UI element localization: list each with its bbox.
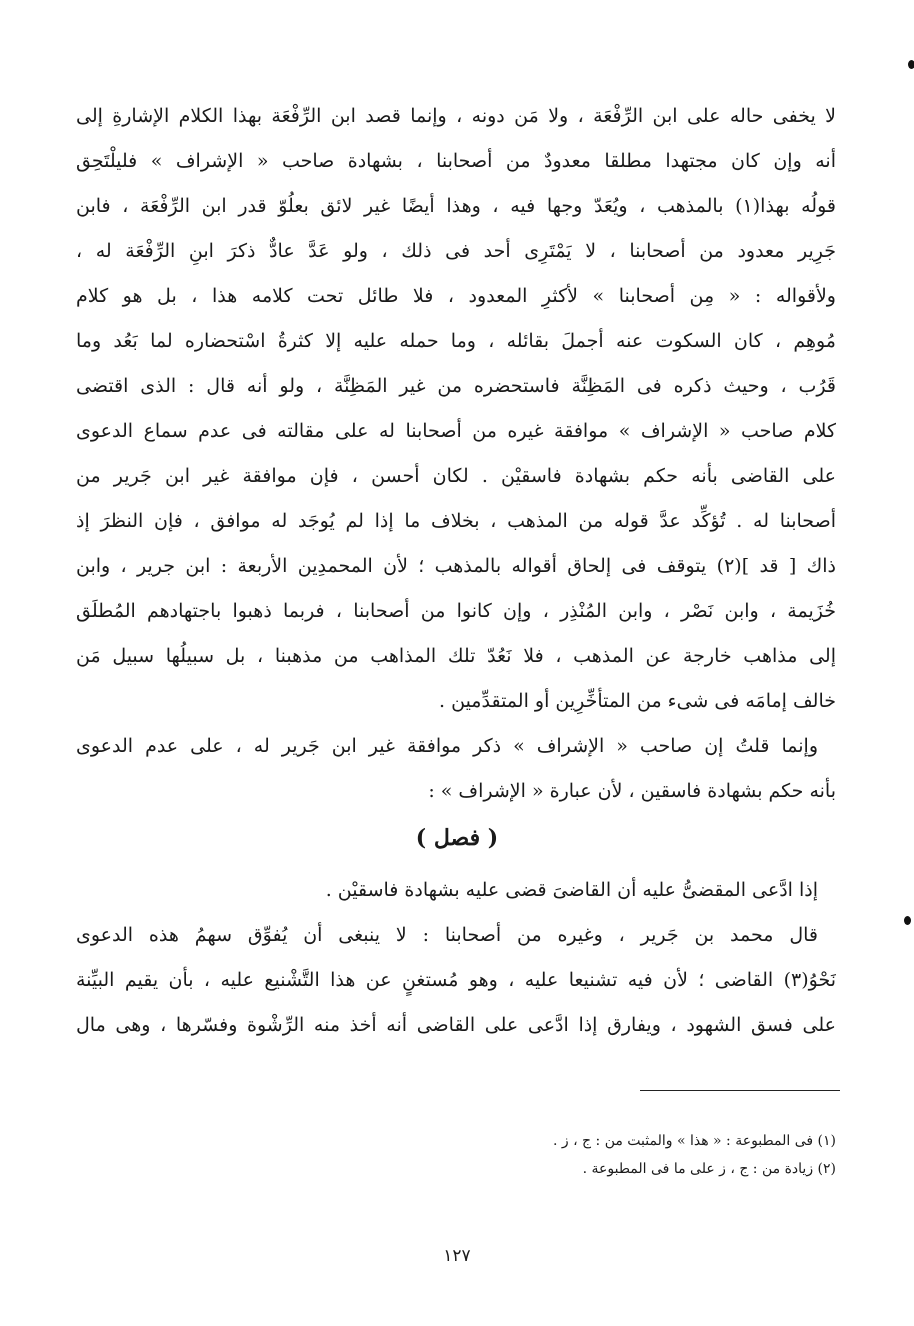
text-line: ذاك [ قد ](٢) يتوقف فى إلحاق أقواله بالمذهب ؛ لأن المحمدِين الأربعة : ابن جرير ، وابن — [76, 555, 836, 577]
footnote: (٢) زيادة من : ج ، ز على ما فى المطبوعة . — [582, 1161, 836, 1177]
text-line: خُزَيمة ، وابن نَصْر ، وابن المُنْذِر ، وإن كانوا من أصحابنا ، فربما ذهبوا باجتهادهم المُطلَق — [76, 600, 836, 622]
text-line: أنه وإن كان مجتهدا مطلقا معدودٌ من أصحابنا ، بشهادة صاحب « الإشراف » فليلْتَحِق — [76, 150, 836, 172]
text-line: خالف إمامَه فى شىء من المتأخِّرِين أو المتقدِّمين . — [439, 690, 836, 712]
text-line: إلى مذاهب خارجة عن المذهب ، فلا نَعُدّ تلك المذاهب من مذهبنا ، بل سبيلُها سبيل مَن — [76, 645, 836, 667]
text-line: لا يخفى حاله على ابن الرِّفْعَة ، ولا مَن دونه ، وإنما قصد ابن الرِّفْعَة بهذا الكلام الإشارةِ إلى — [76, 105, 836, 127]
text-line: قَرُب ، وحيث ذكره فى المَظِنَّة فاستحضره من غير المَظِنَّة ، ولو أنه قال : الذى اقتضى — [76, 375, 836, 397]
page-number: ١٢٧ — [443, 1246, 471, 1266]
text-line: نَحْوُ(٣) القاضى ؛ لأن فيه تشنيعا عليه ، وهو مُستغنٍ عن هذا التَّشْنيع عليه ، بأن يقيم البيِّنة — [76, 969, 836, 991]
text-line: على القاضى بأنه حكم بشهادة فاسقيْن . لكان أحسن ، فإن موافقة غير ابن جَرير من — [76, 465, 836, 487]
text-line: ولأقواله : « مِن أصحابنا » لأكثرِ المعدود ، فلا طائل تحت كلامه هذا ، بل هو كلام — [76, 285, 836, 307]
text-line: أصحابنا له . تُؤكِّد عدَّ قوله من المذهب ، بخلاف ما إذا لم يُوجَد له موافق ، فإن النظرَ إذ — [76, 510, 836, 532]
margin-mark — [904, 916, 911, 925]
text-line: مُوهِم ، كان السكوت عنه أجملَ بقائله ، وما حمله عليه إلا كثرةُ اسْتحضاره لما بَعُد وما — [76, 330, 836, 352]
text-line: على فسق الشهود ، ويفارق إذا ادَّعى على القاضى أنه أخذ منه الرِّشْوة وفسّرها ، وهى مال — [76, 1014, 836, 1036]
footnote-separator — [640, 1090, 840, 1091]
text-line: جَرِير معدود من أصحابنا ، لا يَمْتَرِى أحد فى ذلك ، ولو عَدَّ عادٌّ ذكرَ ابنِ الرِّفْعَة له ، — [76, 240, 836, 262]
text-line: قولُه بهذا(١) بالمذهب ، ويُعَدّ وجها فيه ، وهذا أيضًا غير لائق بعلُوّ قدر ابن الرِّفْعَة ، فابن — [76, 195, 836, 217]
text-line: إذا ادَّعى المقضىُّ عليه أن القاضىَ قضى عليه بشهادة فاسقيْن . — [325, 879, 818, 901]
text-line: كلام صاحب « الإشراف » موافقة غيره من أصحابنا له على مقالته فى عدم سماع الدعوى — [76, 420, 836, 442]
footnote: (١) فى المطبوعة : « هذا » والمثبت من : ج ، ز . — [552, 1133, 836, 1149]
section-heading: ( فصل ) — [415, 825, 499, 851]
margin-mark — [908, 60, 914, 69]
text-line: قال محمد بن جَرير ، وغيره من أصحابنا : لا ينبغى أن يُفوِّق سهمُ هذه الدعوى — [76, 924, 818, 946]
text-line: بأنه حكم بشهادة فاسقين ، لأن عبارة « الإشراف » : — [428, 780, 836, 802]
text-line: وإنما قلتُ إن صاحب « الإشراف » ذكر موافقة غير ابن جَرير له ، على عدم الدعوى — [76, 735, 818, 757]
